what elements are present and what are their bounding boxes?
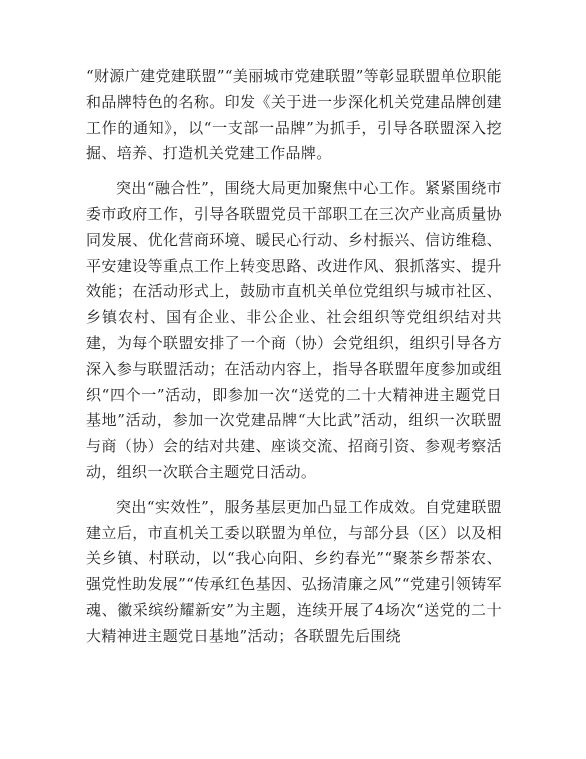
paragraph-effectiveness: 突出“实效性”，服务基层更加凸显工作成效。自党建联盟建立后，市直机关工委以联盟为单位，与部分县（区）以及相关乡镇、村联动，以“我心向阳、乡约春光”“聚茶乡帮茶农、强党性助发展”“传承红色基因、弘扬清廉之风”“党建引领铸军魂、徽采缤纷耀新安”为主题，连续开展了4场次“送党的二十大精神进主题党日基地”活动；各联盟先后围绕 (86, 497, 502, 645)
paragraph-continuation: “财源广建党建联盟”“美丽城市党建联盟”等彰显联盟单位职能和品牌特色的名称。印发《关于进一步深化机关党建品牌创建工作的通知》，以“一支部一品牌”为抓手，引导各联盟深入挖掘、培养、打造机关党建工作品牌。 (86, 67, 502, 163)
paragraph-integration: 突出“融合性”，围绕大局更加聚焦中心工作。紧紧围绕市委市政府工作，引导各联盟党员干部职工在三次产业高质量协同发展、优化营商环境、暖民心行动、乡村振兴、信访维稳、平安建设等重点工作上转变思路、改进作风、狠抓落实、提升效能；在活动形式上，鼓励市直机关单位党组织与城市社区、乡镇农村、国有企业、非公企业、社会组织等党组织结对共建，为每个联盟安排了一个商（协）会党组织，组织引导各方深入参与联盟活动；在活动内容上，指导各联盟年度参加或组织“四个一”活动，即参加一次“送党的二十大精神进主题党日基地”活动，参加一次党建品牌“大比武”活动，组织一次联盟与商（协）会的结对共建、座谈交流、招商引资、参观考察活动，组织一次联合主题党日活动。 (86, 179, 502, 481)
document-body (86, 64, 502, 659)
